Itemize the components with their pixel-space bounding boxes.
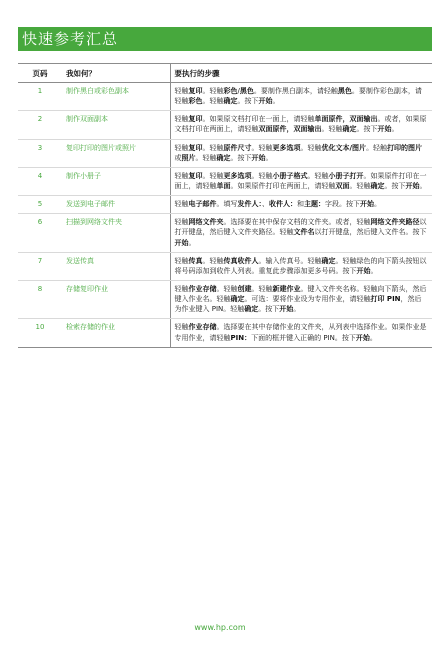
row-question: 制作双面副本 bbox=[62, 111, 170, 139]
step-text: 。选择要在其中保存文档的文件夹。或者，轻触 bbox=[223, 218, 371, 227]
step-text: 。按下 bbox=[356, 125, 378, 134]
step-text: 轻触 bbox=[174, 323, 189, 332]
step-keyword: 黑色 bbox=[337, 87, 352, 95]
step-keyword: 作业存储 bbox=[188, 284, 217, 293]
step-keyword: 电子邮件 bbox=[188, 200, 217, 209]
step-text: 。按下 bbox=[258, 305, 280, 314]
step-keyword: 优化文本/图片 bbox=[321, 143, 367, 152]
step-text: 、 bbox=[262, 200, 269, 209]
row-steps bbox=[170, 83, 432, 111]
step-keyword: 开始 bbox=[355, 333, 370, 342]
step-keyword: 网络文件夹路径 bbox=[370, 218, 420, 227]
row-question: 发送传真 bbox=[62, 252, 170, 280]
step-text: 。键入文件夹名称。轻触向下箭头，然后键入作业名。轻触 bbox=[174, 284, 427, 304]
step-text: 以打开键盘，然后键入文件夹路径。轻触 bbox=[174, 218, 427, 237]
row-question: 制作小册子 bbox=[62, 167, 170, 195]
step-keyword: 开始 bbox=[377, 125, 392, 134]
table-row bbox=[18, 111, 432, 139]
step-text: 。按下 bbox=[230, 153, 252, 162]
row-page-number: 8 bbox=[18, 280, 62, 318]
step-keyword: 照片 bbox=[181, 153, 196, 162]
step-keyword: 开始 bbox=[174, 238, 189, 247]
step-keyword: 文件名 bbox=[293, 228, 315, 237]
step-keyword: 复印 bbox=[188, 143, 203, 152]
step-keyword: 小册子格式 bbox=[272, 171, 308, 180]
row-steps bbox=[170, 319, 432, 347]
step-keyword: 开始 bbox=[258, 97, 273, 106]
step-keyword: 单面原件，双面输出 bbox=[314, 115, 378, 124]
step-keyword: 网络文件夹 bbox=[188, 218, 224, 227]
step-text: 。要制作彩色副本，请轻触 bbox=[174, 87, 422, 106]
row-question: 检索存储的作业 bbox=[66, 323, 115, 332]
step-text: 。轻触 bbox=[366, 143, 388, 152]
step-keyword: 传真收件人 bbox=[223, 256, 259, 265]
step-text: 。 bbox=[419, 181, 427, 190]
row-page-number: 10 bbox=[35, 323, 45, 332]
step-text: 。或者，如果原文档打印在两面上，请轻触 bbox=[174, 115, 427, 134]
step-keyword: 更多选项 bbox=[272, 143, 301, 152]
step-text: / bbox=[237, 87, 240, 95]
step-keyword: 主题： bbox=[304, 200, 325, 209]
header-steps: 要执行的步骤 bbox=[170, 64, 432, 83]
step-text: 轻触 bbox=[174, 143, 189, 152]
row-page-number: 7 bbox=[18, 252, 62, 280]
header-question: 我如何？ bbox=[62, 64, 170, 83]
table-row bbox=[18, 214, 432, 252]
footer-url[interactable]: www.hp.com bbox=[194, 623, 246, 632]
step-keyword: 确定 bbox=[342, 125, 357, 134]
table-row bbox=[18, 167, 432, 195]
step-text: 。如果原件打印在一面上，请轻触 bbox=[174, 171, 427, 190]
step-keyword: 开始 bbox=[251, 153, 266, 162]
step-keyword: 作业存储 bbox=[188, 323, 217, 332]
step-keyword: 开始 bbox=[356, 266, 371, 275]
step-text: ，然后为作业键入 PIN。轻触 bbox=[174, 295, 422, 314]
step-keyword: 彩色 bbox=[223, 87, 238, 95]
step-text: 。轻触 bbox=[321, 125, 343, 134]
table-row bbox=[18, 196, 432, 214]
row-question: 制作黑白或彩色副本 bbox=[62, 83, 170, 111]
row-page-number: 2 bbox=[18, 111, 62, 139]
step-text: 。轻触 bbox=[251, 143, 273, 152]
row-page-number: 1 bbox=[18, 83, 62, 111]
step-text: 或 bbox=[174, 153, 182, 162]
step-text: 。轻触 bbox=[202, 87, 224, 95]
step-keyword: 复印 bbox=[188, 115, 203, 124]
step-text: 轻触 bbox=[174, 218, 189, 227]
row-steps bbox=[170, 139, 432, 167]
step-text: 轻触 bbox=[174, 284, 189, 293]
step-text: 。 bbox=[272, 97, 280, 106]
step-text: 。 bbox=[369, 333, 377, 342]
step-keyword: 打印的图片 bbox=[387, 143, 423, 152]
step-text: 。轻触 bbox=[300, 143, 322, 152]
step-text: 。轻触 bbox=[307, 171, 329, 180]
step-text: 。按下 bbox=[384, 181, 406, 190]
step-keyword: 小册子打开 bbox=[328, 171, 364, 180]
step-keyword: 开始 bbox=[405, 181, 420, 190]
step-keyword: 传真 bbox=[188, 256, 203, 265]
row-steps bbox=[170, 111, 432, 139]
step-text: 。轻触 bbox=[202, 171, 224, 180]
step-text: 。输入传真号。轻触 bbox=[258, 256, 322, 265]
step-text: 。填写 bbox=[216, 200, 238, 209]
step-text: 。轻触 bbox=[202, 97, 224, 106]
row-question: 存储复印作业 bbox=[62, 280, 170, 318]
row-question: 复印打印的图片或照片 bbox=[62, 139, 170, 167]
step-text: 轻触 bbox=[174, 87, 189, 95]
step-keyword: 打印 PIN bbox=[370, 295, 401, 304]
step-text: 。轻触 bbox=[349, 181, 371, 190]
step-text: 。轻触绿色的向下箭头按钮以将号码添加到收件人列表。重复此步骤添加更多号码。按下 bbox=[174, 256, 427, 275]
table-header-row bbox=[18, 64, 432, 83]
step-text: 。按下 bbox=[237, 97, 259, 106]
step-keyword: 确定 bbox=[223, 97, 238, 106]
step-keyword: 确定 bbox=[321, 256, 336, 265]
step-text: 。 bbox=[374, 200, 381, 209]
row-question: 扫描到网络文件夹 bbox=[62, 214, 170, 252]
row-steps bbox=[170, 214, 432, 252]
row-question: 发送到电子邮件 bbox=[62, 196, 170, 214]
step-keyword: 开始 bbox=[279, 305, 294, 314]
step-keyword: 新建作业 bbox=[272, 284, 301, 293]
step-text: 轻触 bbox=[174, 171, 189, 180]
step-text: 。轻触 bbox=[216, 284, 238, 293]
step-keyword: 发件人： bbox=[237, 200, 262, 209]
step-keyword: 确定 bbox=[370, 181, 385, 190]
step-keyword: 复印 bbox=[188, 171, 203, 180]
step-text: 。轻触 bbox=[202, 143, 224, 152]
step-keyword: 收件人： bbox=[269, 200, 297, 209]
row-steps bbox=[170, 196, 432, 214]
step-text: 和 bbox=[297, 200, 304, 209]
step-keyword: 开始 bbox=[360, 200, 374, 209]
step-text: 以打开键盘，然后键入文件名。按下 bbox=[314, 228, 427, 237]
step-text: 。要制作黑白副本，请轻触 bbox=[253, 87, 338, 95]
quick-reference-table bbox=[18, 63, 432, 348]
step-text: 。 bbox=[265, 153, 273, 162]
row-steps bbox=[170, 280, 432, 318]
step-text: 。轻触 bbox=[251, 284, 273, 293]
step-text: 。选择要在其中存储作业的文件夹，从列表中选择作业。如果作业是专用作业，请轻触 bbox=[174, 323, 427, 342]
table-row bbox=[18, 139, 432, 167]
row-page-number: 4 bbox=[18, 167, 62, 195]
table-row bbox=[18, 252, 432, 280]
step-text: 。轻触 bbox=[202, 256, 224, 265]
step-text: 轻触 bbox=[174, 256, 189, 265]
step-keyword: 复印 bbox=[188, 87, 203, 95]
step-keyword: 双面原件，双面输出 bbox=[258, 125, 322, 134]
page-title: 快速参考汇总 bbox=[18, 27, 432, 51]
table-row bbox=[18, 319, 432, 347]
row-page-number: 5 bbox=[18, 196, 62, 214]
row-page-number: 3 bbox=[18, 139, 62, 167]
step-keyword: 确定 bbox=[230, 295, 245, 304]
step-text: 轻触 bbox=[174, 200, 189, 209]
step-text: 。 bbox=[391, 125, 399, 134]
step-text: 。 bbox=[293, 305, 301, 314]
step-keyword: 彩色 bbox=[188, 97, 203, 106]
step-text: 。轻触 bbox=[251, 171, 273, 180]
step-keyword: 创建 bbox=[237, 284, 252, 293]
table-row bbox=[18, 280, 432, 318]
step-keyword: 更多选项 bbox=[223, 171, 252, 180]
step-text: 。轻触 bbox=[195, 153, 217, 162]
step-text: 下面的框并键入正确的 PIN。按下 bbox=[251, 333, 356, 342]
step-text: 。可选：要将作业设为专用作业，请轻触 bbox=[244, 295, 371, 304]
step-keyword: 黑色 bbox=[239, 87, 254, 95]
header-page: 页码 bbox=[18, 64, 62, 83]
table-row bbox=[18, 83, 432, 111]
step-text: 轻触 bbox=[174, 115, 189, 124]
step-text: 。如果原文档打印在一面上，请轻触 bbox=[202, 115, 315, 124]
step-text: 。 bbox=[370, 266, 378, 275]
step-text: 字段。按下 bbox=[325, 200, 360, 209]
step-keyword: 单面 bbox=[216, 181, 231, 190]
step-keyword: 原件尺寸 bbox=[223, 143, 252, 152]
step-text: 。如果原件打印在两面上，请轻触 bbox=[230, 181, 336, 190]
step-text: 。 bbox=[188, 238, 196, 247]
row-page-number: 6 bbox=[18, 214, 62, 252]
step-keyword: PIN： bbox=[230, 333, 252, 342]
step-keyword: 确定 bbox=[244, 305, 259, 314]
step-keyword: 确定 bbox=[216, 153, 231, 162]
step-keyword: 双面 bbox=[335, 181, 350, 190]
row-steps bbox=[170, 167, 432, 195]
row-steps bbox=[170, 252, 432, 280]
